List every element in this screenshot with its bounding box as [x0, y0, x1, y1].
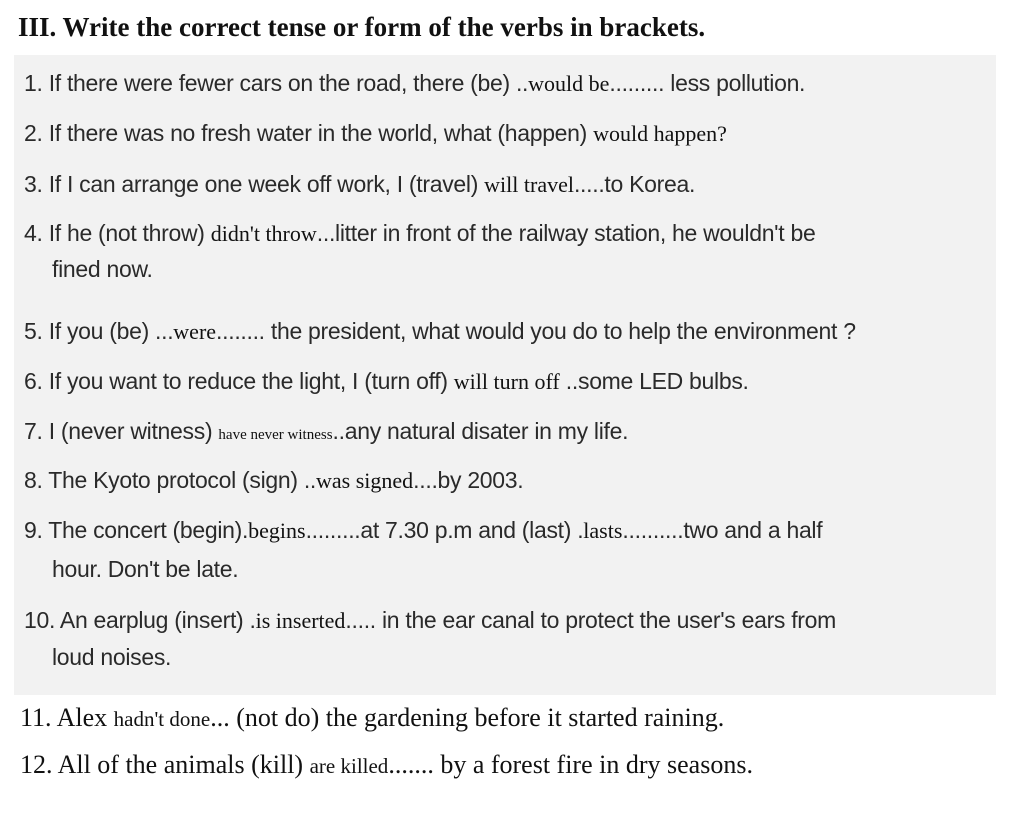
- item-number: 4.: [24, 220, 43, 246]
- exercise-item-5: [24, 318, 856, 345]
- exercise-item-12: [20, 750, 753, 780]
- item-text-before: An earplug (insert) .: [59, 607, 256, 633]
- item-text-after: .....to Korea.: [573, 171, 696, 197]
- item-number: 3.: [24, 171, 43, 197]
- item-text-before: If I can arrange one week off work, I (travel): [48, 171, 485, 197]
- exercise-item-11: [20, 703, 724, 733]
- exercise-item-3: [24, 171, 695, 198]
- exercise-item-10: [24, 607, 836, 634]
- answer-field[interactable]: have never witness: [218, 427, 333, 443]
- exercise-title: III. Write the correct tense or form of the verbs in brackets.: [18, 12, 706, 42]
- answer-field[interactable]: didn't throw: [210, 221, 317, 246]
- item-text-after: ..some LED bulbs.: [559, 368, 749, 394]
- item-text-after: ... (not do) the gardening before it started raining.: [210, 703, 725, 732]
- item-text-after: ....by 2003.: [413, 467, 524, 493]
- item-text-before: If you (be) ...: [48, 318, 174, 344]
- item-text-after: ....... by a forest fire in dry seasons.: [388, 750, 753, 779]
- item-text-before: If there was no fresh water in the world, what (happen): [48, 120, 594, 146]
- item-10-continuation: loud noises.: [52, 644, 172, 670]
- exercise-item-7: [24, 418, 628, 445]
- item-number: 1.: [24, 70, 43, 96]
- item-text-after: ..any natural disater in my life.: [332, 418, 629, 444]
- item-number: 7.: [24, 418, 43, 444]
- item-number: 12.: [20, 750, 53, 779]
- item-text-before: If you want to reduce the light, I (turn off): [48, 368, 454, 394]
- item-number: 9.: [24, 517, 43, 543]
- item-text-before: I (never witness): [48, 418, 219, 444]
- item-number: 10.: [24, 607, 56, 633]
- item-number: 8.: [24, 467, 43, 493]
- item-text-after: ..... in the ear canal to protect the user's ears from: [345, 607, 837, 633]
- exercise-item-6: [24, 368, 749, 395]
- exercise-item-1: [24, 70, 805, 97]
- exercise-item-8: [24, 467, 523, 494]
- answer-field-2[interactable]: lasts: [583, 518, 623, 543]
- exercise-item-9: [24, 517, 822, 544]
- item-text-before: The Kyoto protocol (sign) ..: [48, 467, 317, 493]
- item-text-before: If he (not throw): [48, 220, 211, 246]
- answer-field[interactable]: was signed: [316, 468, 414, 493]
- item-text-after: ......... less pollution.: [609, 70, 806, 96]
- item-4-continuation: fined now.: [52, 256, 153, 282]
- exercise-item-4: [24, 220, 815, 247]
- item-text-before: Alex: [56, 703, 114, 732]
- item-text-middle: .........at 7.30 p.m and (last) .: [305, 517, 584, 543]
- exercise-item-2: [24, 120, 727, 147]
- item-number: 6.: [24, 368, 43, 394]
- answer-field[interactable]: will turn off: [453, 369, 560, 394]
- item-text-before: If there were fewer cars on the road, there (be) ..: [48, 70, 529, 96]
- item-9-continuation: hour. Don't be late.: [52, 556, 239, 582]
- item-number: 2.: [24, 120, 43, 146]
- answer-field[interactable]: were: [173, 319, 217, 344]
- item-text-after: ..........two and a half: [622, 517, 823, 543]
- answer-field[interactable]: hadn't done: [113, 707, 211, 731]
- item-text-before: The concert (begin).: [48, 517, 249, 543]
- item-text-before: All of the animals (kill): [57, 750, 310, 779]
- item-text-after: ........ the president, what would you do to help the environment ?: [216, 318, 856, 344]
- item-text-after: ...litter in front of the railway station, he wouldn't be: [316, 220, 816, 246]
- answer-field[interactable]: are killed: [309, 754, 389, 778]
- item-number: 5.: [24, 318, 43, 344]
- answer-field[interactable]: begins: [248, 518, 306, 543]
- answer-field[interactable]: will travel: [484, 172, 574, 197]
- answer-field[interactable]: would be: [528, 71, 610, 96]
- answer-field[interactable]: is inserted: [255, 608, 346, 633]
- item-number: 11.: [20, 703, 52, 732]
- answer-field[interactable]: would happen?: [593, 121, 727, 146]
